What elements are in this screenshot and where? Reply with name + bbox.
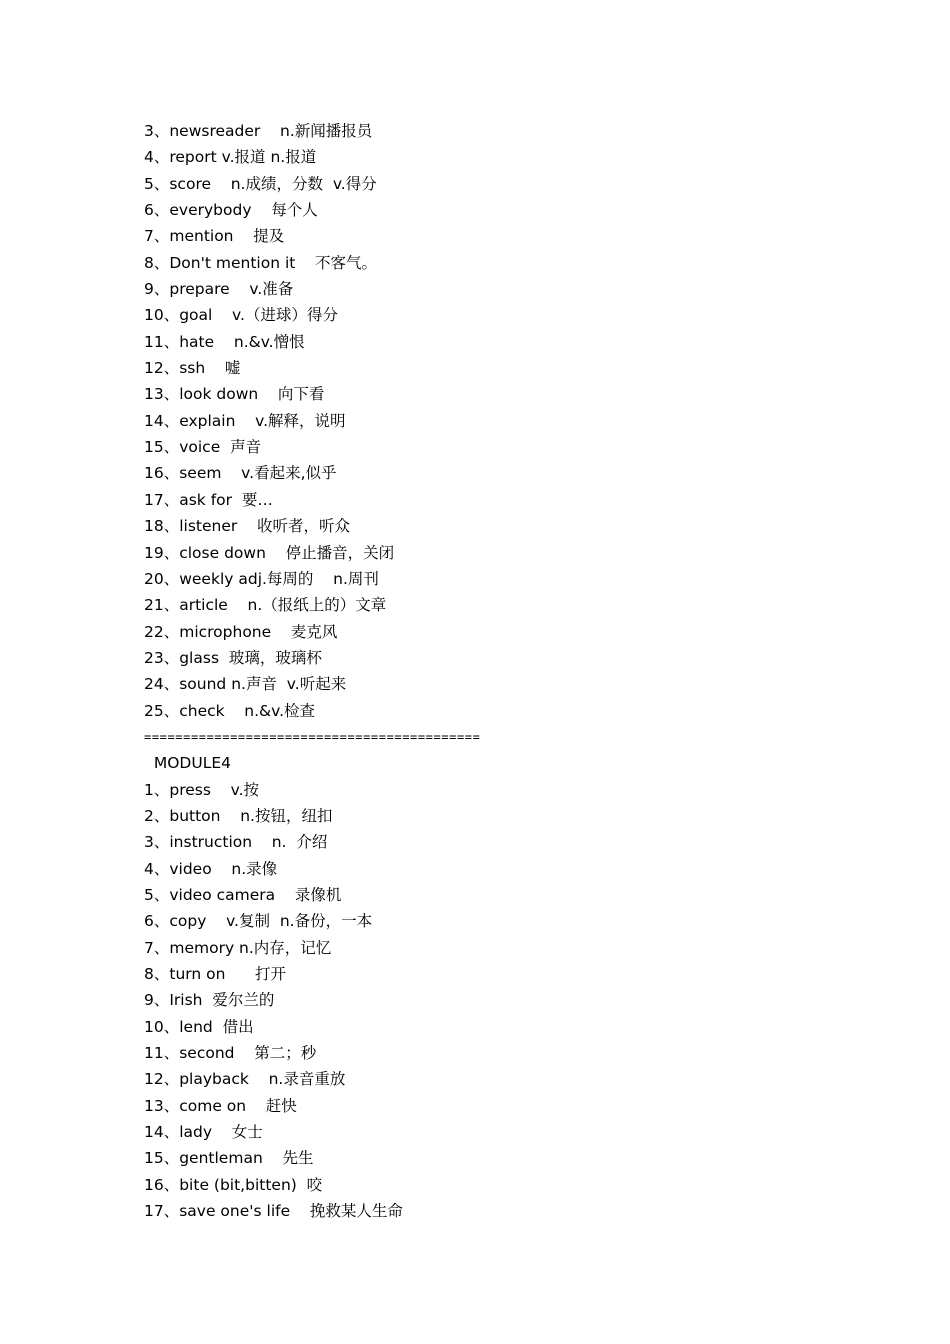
list-item: 5、video camera 录像机 bbox=[144, 885, 342, 904]
list-item: 18、listener 收听者，听众 bbox=[144, 517, 350, 536]
list-item: 8、turn on 打开 bbox=[144, 965, 286, 983]
list-item: 16、seem v.看起来,似乎 bbox=[144, 464, 337, 483]
list-item: 12、ssh 嘘 bbox=[144, 359, 241, 378]
list-item: 2、button n.按钮，纽扣 bbox=[144, 806, 333, 825]
module4-heading: MODULE4 bbox=[144, 754, 231, 773]
list-item: 8、Don't mention it 不客气。 bbox=[144, 253, 378, 272]
list-item: 6、everybody 每个人 bbox=[144, 201, 318, 220]
list-item: 7、mention 提及 bbox=[144, 227, 285, 246]
list-item: 11、hate n.&v.憎恨 bbox=[144, 332, 305, 351]
list-item: 24、sound n.声音 v.听起来 bbox=[144, 675, 347, 694]
list-item: 17、ask for 要… bbox=[144, 490, 273, 509]
list-item: 10、lend 借出 bbox=[144, 1017, 254, 1036]
list-item: 7、memory n.内存，记忆 bbox=[144, 938, 332, 957]
list-item: 5、score n.成绩，分数 v.得分 bbox=[144, 174, 377, 193]
list-item: 14、explain v.解释，说明 bbox=[144, 411, 346, 430]
list-item: 4、report v.报道 n.报道 bbox=[144, 148, 317, 167]
list-item: 13、come on 赶快 bbox=[144, 1096, 297, 1115]
list-item: 3、instruction n. 介绍 bbox=[144, 833, 328, 852]
section-separator: =========================================== bbox=[144, 729, 481, 744]
list-item: 1、press v.按 bbox=[144, 780, 260, 799]
list-item: 4、video n.录像 bbox=[144, 859, 278, 878]
list-item: 11、second 第二；秒 bbox=[144, 1044, 317, 1063]
list-item: 21、article n.（报纸上的）文章 bbox=[144, 596, 387, 615]
list-item: 12、playback n.录音重放 bbox=[144, 1070, 346, 1089]
section-a-list bbox=[144, 118, 844, 724]
list-item: 9、Irish 爱尔兰的 bbox=[144, 991, 275, 1010]
list-item: 9、prepare v.准备 bbox=[144, 280, 294, 299]
list-item: 16、bite (bit,bitten) 咬 bbox=[144, 1175, 323, 1194]
list-item: 23、glass 玻璃，玻璃杯 bbox=[144, 648, 322, 667]
list-item: 3、newsreader n.新闻播报员 bbox=[144, 122, 373, 140]
list-item: 13、look down 向下看 bbox=[144, 385, 325, 404]
list-item: 20、weekly adj.每周的 n.周刊 bbox=[144, 569, 379, 588]
list-item: 17、save one's life 挽救某人生命 bbox=[144, 1202, 403, 1221]
list-item: 25、check n.&v.检查 bbox=[144, 701, 316, 720]
list-item: 6、copy v.复制 n.备份，一本 bbox=[144, 912, 373, 931]
list-item: 14、lady 女士 bbox=[144, 1123, 263, 1142]
list-item: 22、microphone 麦克风 bbox=[144, 622, 338, 641]
list-item: 15、gentleman 先生 bbox=[144, 1149, 314, 1168]
list-item: 19、close down 停止播音，关闭 bbox=[144, 543, 395, 562]
list-item: 10、goal v.（进球）得分 bbox=[144, 306, 338, 325]
list-item: 15、voice 声音 bbox=[144, 438, 262, 457]
module4-list bbox=[144, 777, 844, 1225]
vocabulary-list bbox=[144, 118, 844, 1224]
